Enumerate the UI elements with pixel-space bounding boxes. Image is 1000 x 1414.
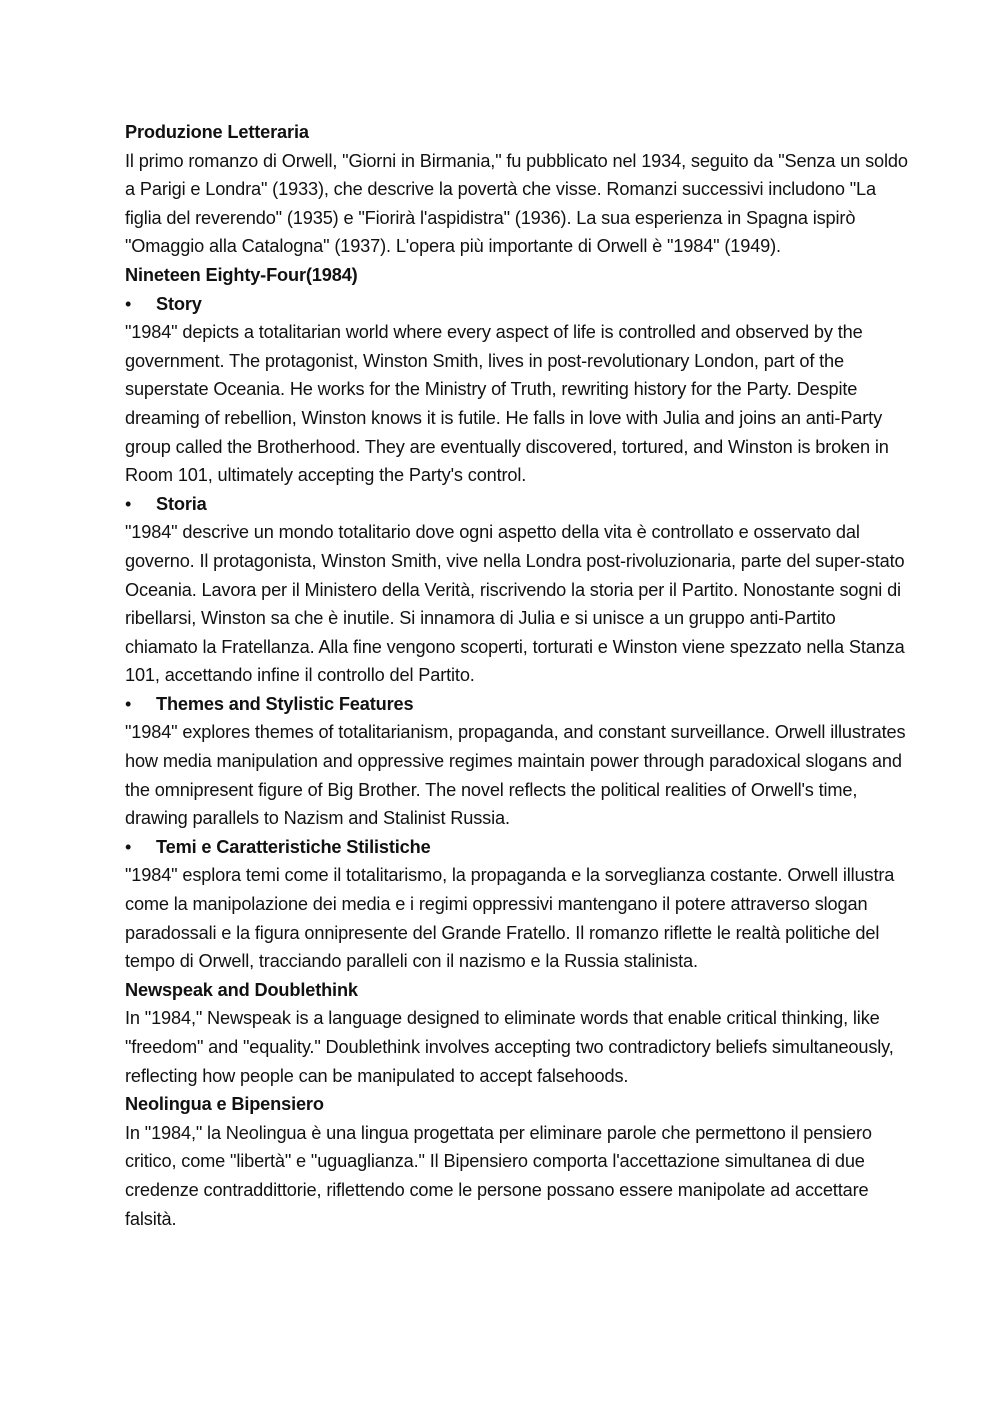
bullet-temi bbox=[125, 833, 910, 862]
heading-neolingua: Neolingua e Bipensiero bbox=[125, 1094, 324, 1115]
bullet-dot-icon: • bbox=[125, 493, 132, 514]
bullet-story bbox=[125, 290, 910, 319]
bullet-dot-icon: • bbox=[125, 693, 132, 714]
paragraph-temi: "1984" esplora temi come il totalitarismo, la propaganda e la sorveglianza costante. Orwell illustra come la manipolazione dei media e i regimi oppressivi mantengano il potere attraverso slogan paradossali e la figura onnipresente del Grande Fratello. Il romanzo riflette le realtà politiche del tempo di Orwell, tracciando paralleli con il nazismo e la Russia stalinista. bbox=[125, 865, 895, 972]
heading-produzione-letteraria: Produzione Letteraria bbox=[125, 122, 309, 142]
bullet-dot-icon: • bbox=[125, 836, 132, 857]
paragraph-themes: "1984" explores themes of totalitarianism, propaganda, and constant surveillance. Orwell illustrates how media manipulation and oppressive regimes maintain power through paradoxical slogans and the omnipresent figure of Big Brother. The novel reflects the political realities of Orwell's time, drawing parallels to Nazism and Stalinist Russia. bbox=[125, 722, 906, 829]
heading-themes: Themes and Stylistic Features bbox=[156, 693, 414, 714]
paragraph-storia: "1984" descrive un mondo totalitario dove ogni aspetto della vita è controllato e osservato dal governo. Il protagonista, Winston Smith, vive nella Londra post-rivoluzionaria, parte del super-stato Oceania. Lavora per il Ministero della Verità, riscrivendo la storia per il Partito. Nonostante sogni di ribellarsi, Winston sa che è inutile. Si innamora di Julia e si unisce a un gruppo anti-Partito chiamato la Fratellanza. Alla fine vengono scoperti, torturati e Winston viene spezzato nella Stanza 101, accettando infine il controllo del Partito. bbox=[125, 522, 905, 686]
heading-storia: Storia bbox=[156, 493, 207, 514]
heading-nineteen-eighty-four: Nineteen Eighty-Four(1984) bbox=[125, 264, 358, 285]
paragraph-newspeak: In "1984," Newspeak is a language designed to eliminate words that enable critical thinking, like "freedom" and "equality." Doublethink involves accepting two contradictory beliefs simultaneously, reflecting how people can be manipulated to accept falsehoods. bbox=[125, 1008, 894, 1086]
heading-story: Story bbox=[156, 293, 202, 314]
document-page bbox=[125, 118, 910, 1233]
heading-temi: Temi e Caratteristiche Stilistiche bbox=[156, 836, 431, 857]
bullet-dot-icon: • bbox=[125, 293, 132, 314]
paragraph-neolingua: In "1984," la Neolingua è una lingua progettata per eliminare parole che permettono il pensiero critico, come "libertà" e "uguaglianza." Il Bipensiero comporta l'accettazione simultanea di due credenze contraddittorie, riflettendo come le persone possano essere manipolate ad accettare falsità. bbox=[125, 1122, 872, 1229]
bullet-storia bbox=[125, 490, 910, 519]
paragraph-story: "1984" depicts a totalitarian world where every aspect of life is controlled and observed by the government. The protagonist, Winston Smith, lives in post-revolutionary London, part of the superstate Oceania. He works for the Ministry of Truth, rewriting history for the Party. Despite dreaming of rebellion, Winston knows it is futile. He falls in love with Julia and joins an anti-Party group called the Brotherhood. They are eventually discovered, tortured, and Winston is broken in Room 101, ultimately accepting the Party's control. bbox=[125, 322, 889, 486]
bullet-themes bbox=[125, 690, 910, 719]
paragraph-produzione-letteraria: Il primo romanzo di Orwell, "Giorni in Birmania," fu pubblicato nel 1934, seguito da "Senza un soldo a Parigi e Londra" (1933), che descrive la povertà che visse. Romanzi successivi includono "La figlia del reverendo" (1935) e "Fiorirà l'aspidistra" (1936). La sua esperienza in Spagna ispirò "Omaggio alla Catalogna" (1937). L'opera più importante di Orwell è "1984" (1949). bbox=[125, 150, 908, 257]
heading-newspeak: Newspeak and Doublethink bbox=[125, 979, 358, 1000]
